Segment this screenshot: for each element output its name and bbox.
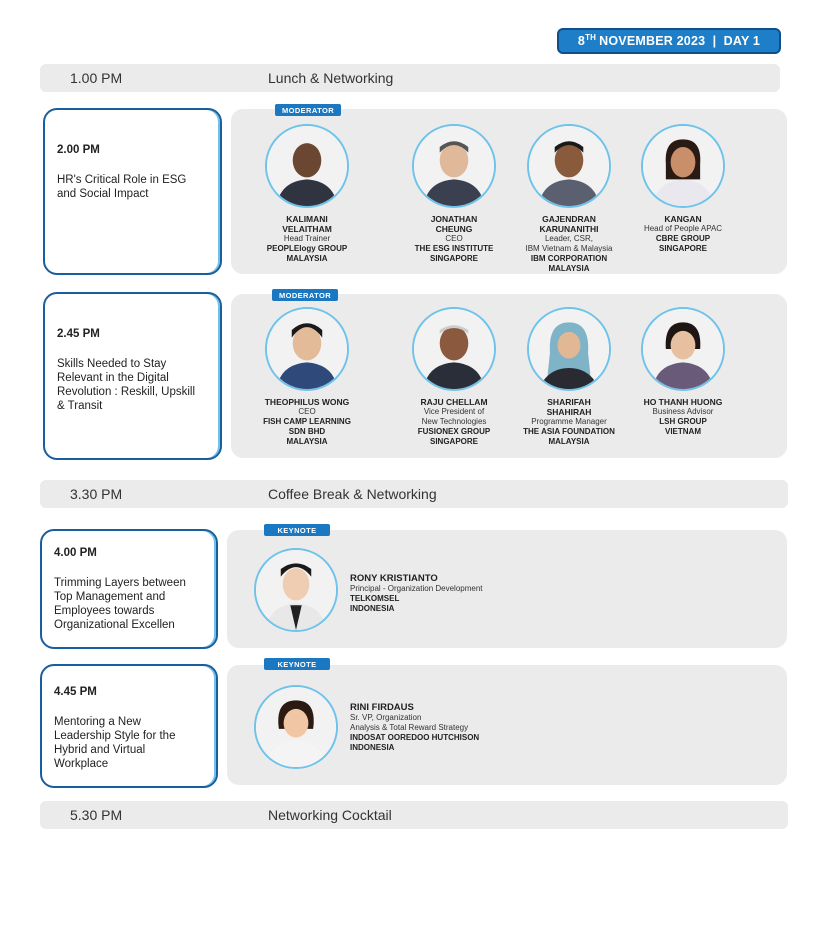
speaker-photo xyxy=(527,307,611,391)
speaker-photo xyxy=(641,124,725,208)
speaker-photo xyxy=(265,307,349,391)
break-cocktail xyxy=(40,801,788,829)
day-badge xyxy=(557,28,781,54)
moderator-tag: MODERATOR xyxy=(272,289,338,301)
keynote-tag: KEYNOTE xyxy=(264,524,330,536)
session-title: Skills Needed to Stay Relevant in the Digital Revolution : Reskill, Upskill & Transit xyxy=(57,358,196,412)
speaker-photo xyxy=(527,124,611,208)
speaker-name: KANGAN xyxy=(664,214,702,224)
speaker-role: Sr. VP, Organization Analysis & Total Reward Strategy xyxy=(350,713,469,732)
keynote-text xyxy=(350,574,570,614)
session-time: 4.45 PM xyxy=(54,686,97,698)
speaker-photo xyxy=(412,124,496,208)
speaker-role: Business Advisor xyxy=(652,407,714,416)
speaker-photo xyxy=(254,548,338,632)
speaker-name: HO THANH HUONG xyxy=(643,397,723,407)
day-suffix: TH xyxy=(585,32,597,42)
speaker-role: Leader, CSR, IBM Vietnam & Malaysia xyxy=(525,234,613,253)
speaker-role: CEO xyxy=(298,407,316,416)
speaker-name: KALIMANI VELAITHAM xyxy=(282,214,332,234)
speaker-photo xyxy=(254,685,338,769)
break-time: 5.30 PM xyxy=(70,807,123,823)
speaker-card xyxy=(248,307,366,447)
session-title: Mentoring a New Leadership Style for the Hybrid and Virtual Workplace xyxy=(54,716,176,770)
speaker-photo xyxy=(265,124,349,208)
moderator-tag: MODERATOR xyxy=(275,104,341,116)
speaker-name: THEOPHILUS WONG xyxy=(264,397,350,407)
session-time: 2.45 PM xyxy=(57,328,100,340)
speaker-org: THE ASIA FOUNDATION MALAYSIA xyxy=(523,427,615,446)
session-time: 2.00 PM xyxy=(57,144,100,156)
speaker-photo xyxy=(641,307,725,391)
speaker-org: LSH GROUP VIETNAM xyxy=(659,417,707,436)
break-lunch xyxy=(40,64,780,92)
session-box xyxy=(43,292,222,460)
session-box xyxy=(43,108,222,275)
speaker-org: PEOPLElogy GROUP MALAYSIA xyxy=(266,244,348,263)
break-title: Coffee Break & Networking xyxy=(268,486,437,502)
speaker-name: GAJENDRAN KARUNANITHI xyxy=(539,214,599,234)
speaker-name: SHARIFAH SHAHIRAH xyxy=(546,397,592,417)
keynote-tag: KEYNOTE xyxy=(264,658,330,670)
session-time: 4.00 PM xyxy=(54,547,97,559)
session-title: Trimming Layers between Top Management and Employees towards Organizational Excellen xyxy=(54,577,186,631)
break-coffee xyxy=(40,480,788,508)
speaker-photo xyxy=(412,307,496,391)
speaker-card xyxy=(624,307,742,437)
break-time: 3.30 PM xyxy=(70,486,123,502)
break-title: Networking Cocktail xyxy=(268,807,392,823)
break-title: Lunch & Networking xyxy=(268,70,394,86)
speaker-org: TELKOMSEL INDONESIA xyxy=(350,594,400,613)
speaker-role: Vice President of New Technologies xyxy=(421,407,487,426)
speaker-card xyxy=(395,124,513,264)
speaker-name: RINI FIRDAUS xyxy=(350,702,414,713)
session-title: HR's Critical Role in ESG and Social Impact xyxy=(57,174,187,200)
day-number: 8 xyxy=(577,34,586,48)
speaker-card xyxy=(395,307,513,447)
speaker-card xyxy=(510,124,628,274)
speaker-role: Programme Manager xyxy=(531,417,607,426)
speaker-name: RAJU CHELLAM xyxy=(420,397,488,407)
speaker-org: FISH CAMP LEARNING SDN BHD MALAYSIA xyxy=(263,417,351,446)
speaker-role: Head of People APAC xyxy=(643,224,723,233)
speaker-name: RONY KRISTIANTO xyxy=(350,573,438,584)
speaker-card xyxy=(248,124,366,264)
speaker-org: CBRE GROUP SINGAPORE xyxy=(655,234,711,253)
speaker-card xyxy=(624,124,742,254)
speaker-role: Principal - Organization Development xyxy=(350,584,483,593)
speaker-role: CEO xyxy=(445,234,463,243)
session-box xyxy=(40,664,218,788)
day-date-text: NOVEMBER 2023 | DAY 1 xyxy=(599,34,761,48)
speaker-org: FUSIONEX GROUP SINGAPORE xyxy=(417,427,491,446)
break-time: 1.00 PM xyxy=(70,70,123,86)
speaker-name: JONATHAN CHEUNG xyxy=(430,214,478,234)
session-box xyxy=(40,529,218,649)
keynote-text xyxy=(350,703,570,753)
speaker-org: INDOSAT OOREDOO HUTCHISON INDONESIA xyxy=(350,733,480,752)
speaker-org: THE ESG INSTITUTE SINGAPORE xyxy=(414,244,494,263)
speaker-org: IBM CORPORATION MALAYSIA xyxy=(530,254,608,273)
speaker-card xyxy=(510,307,628,447)
speaker-role: Head Trainer xyxy=(283,234,331,243)
